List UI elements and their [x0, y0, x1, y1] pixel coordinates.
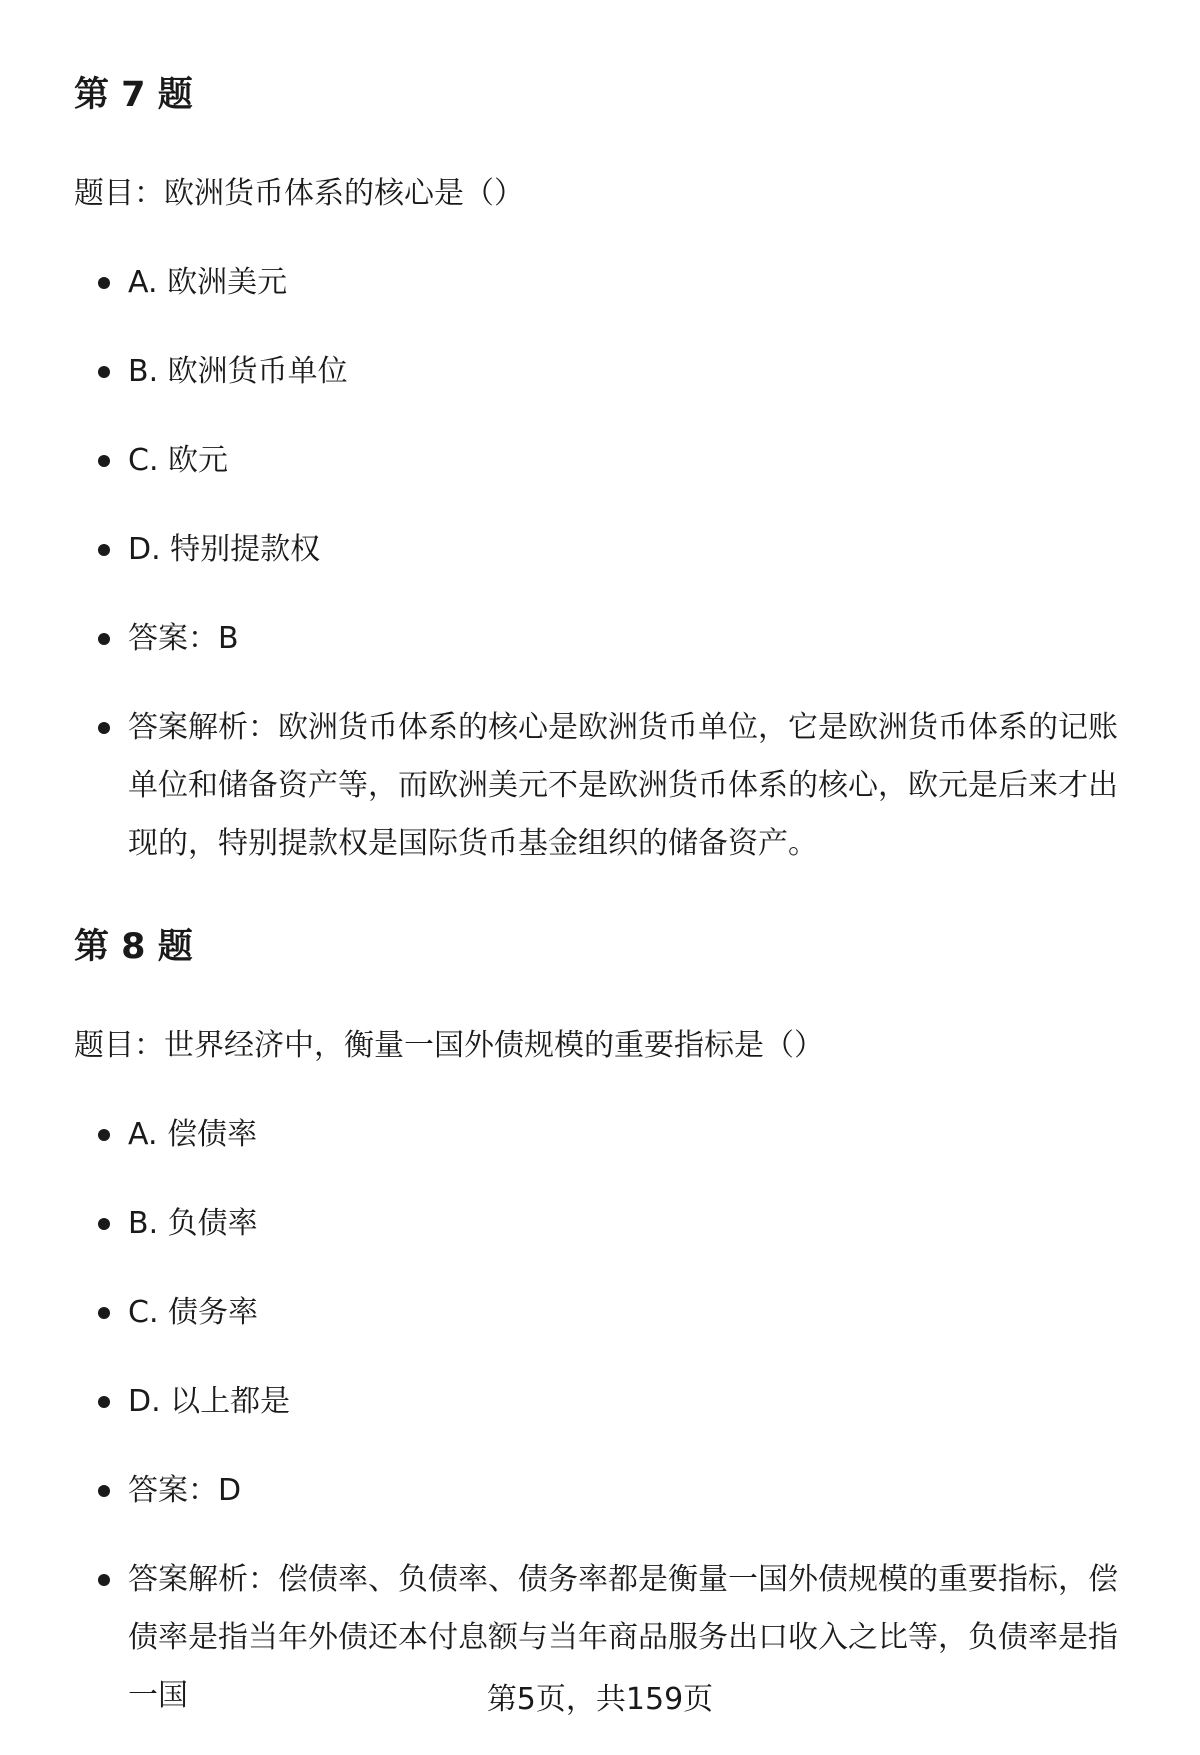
option-b: B. 欧洲货币单位	[128, 354, 348, 389]
bullet-icon	[98, 277, 110, 289]
explanation-text: 答案解析：欧洲货币体系的核心是欧洲货币单位，它是欧洲货币体系的记账单位和储备资产等，而欧洲美元不是欧洲货币体系的核心，欧元是后来才出现的，特别提款权是国际货币基金组织的储备资产。	[128, 710, 1118, 861]
option-d: D. 以上都是	[128, 1384, 291, 1419]
option-c: C. 债务率	[128, 1295, 259, 1330]
answer-text: 答案：B	[128, 621, 239, 656]
bullet-icon	[98, 633, 110, 645]
bullet-icon	[98, 1307, 110, 1319]
option-b: B. 负债率	[128, 1206, 258, 1241]
option-c: C. 欧元	[128, 443, 229, 478]
question-heading: 第 7 题	[74, 75, 193, 115]
bullet-icon	[98, 1396, 110, 1408]
bullet-icon	[98, 1218, 110, 1230]
bullet-icon	[98, 722, 110, 734]
bullet-icon	[98, 455, 110, 467]
bullet-icon	[98, 1485, 110, 1497]
question-heading: 第 8 题	[74, 927, 193, 967]
option-a: A. 偿债率	[128, 1117, 258, 1152]
option-a: A. 欧洲美元	[128, 265, 288, 300]
bullet-icon	[98, 544, 110, 556]
answer-text: 答案：D	[128, 1473, 242, 1508]
explanation-text: 答案解析：偿债率、负债率、债务率都是衡量一国外债规模的重要指标，偿债率是指当年外债还本付息额与当年商品服务出口收入之比等，负债率是指一国	[128, 1562, 1118, 1713]
bullet-icon	[98, 366, 110, 378]
question-text: 题目：欧洲货币体系的核心是（）	[74, 176, 524, 211]
page-number: 第5页，共159页	[486, 1682, 714, 1717]
option-d: D. 特别提款权	[128, 532, 321, 567]
bullet-icon	[98, 1129, 110, 1141]
bullet-icon	[98, 1574, 110, 1586]
question-text: 题目：世界经济中，衡量一国外债规模的重要指标是（）	[74, 1028, 824, 1063]
